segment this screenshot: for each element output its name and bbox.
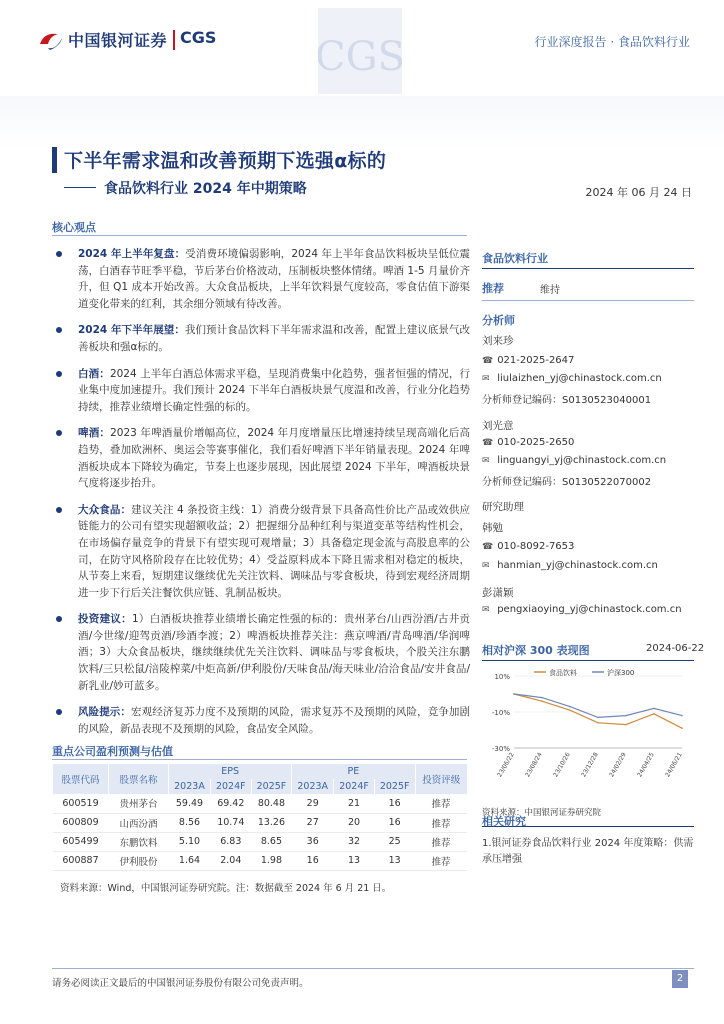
bullet-baijiu: 白酒：2024 上半年白酒总体需求平稳，呈现消费集中化趋势，强者恒强的情况，行业集中度加速提升。我们预计 2024 下半年白酒板块景气度温和改善，行业分化趋势持续，推荐业绩增长确定性强的标的。: [56, 366, 470, 416]
report-date: 2024 年 06 月 24 日: [585, 186, 692, 199]
col-year: 2023A: [169, 779, 211, 794]
rating-label: 推荐: [482, 282, 504, 295]
report-type: 行业深度报告 · 食品饮料行业: [534, 35, 690, 49]
table-row: 605499 东鹏饮料 5.10 6.83 8.65 36 32 25 推荐: [53, 832, 468, 851]
data-point: [681, 715, 683, 717]
y-tick-label: 10%: [494, 673, 510, 681]
relative-performance-chart: [482, 666, 694, 800]
assistant-name: 韩勉: [482, 522, 503, 534]
core-bullets: [56, 246, 470, 747]
brand-logo-icon: [38, 30, 64, 52]
x-tick-label: 24/02/29: [608, 751, 628, 779]
brand-code: CGS: [180, 28, 217, 47]
legend-label: 食品饮料: [549, 669, 577, 677]
bullet-risk: 风险提示：宏观经济复苏力度不及预期的风险，需求复苏不及预期的风险，竞争加剧的风险，新品表现不及预期的风险，食品安全风险。: [56, 704, 470, 737]
bullet-h2-outlook: 2024 年下半年展望：我们预计食品饮料下半年需求温和改善，配置上建议底景气改善板块和强α标的。: [56, 322, 470, 355]
footer-divider: [52, 968, 694, 969]
analyst-cert: 分析师登记编码：S0130523040001: [482, 395, 652, 406]
data-point: [681, 727, 683, 729]
bullet-icon: [56, 709, 62, 715]
mail-icon: ✉: [482, 605, 490, 615]
analyst-cert: 分析师登记编码：S0130522070002: [482, 477, 652, 488]
bullet-investment: 投资建议：1）白酒板块推荐业绩增长确定性强的标的：贵州茅台/山西汾酒/古井贡酒/今世缘/迎驾贡酒/珍酒李渡；2）啤酒板块推荐关注：燕京啤酒/青岛啤酒/华润啤酒；3）大众食品板块，继续继续优先关注饮料、调味品与零食板块，个股关注东鹏饮料/三只松鼠/涪陵榨菜/中炬高新/伊利股份/天味食品/海天味业/洽洽食品/安井食品/新乳业/妙可蓝多。: [56, 611, 470, 694]
divider: [482, 660, 694, 661]
x-tick-label: 24/04/25: [636, 751, 656, 779]
mail-icon: ✉: [482, 561, 490, 571]
y-tick-label: -30%: [491, 745, 510, 753]
chart-source: 资料来源：中国银河证券研究院: [482, 808, 602, 818]
x-tick-label: 23/12/28: [580, 751, 600, 779]
bullet-icon: [56, 251, 62, 257]
assistant-email[interactable]: ✉ pengxiaoying_yj@chinastock.com.cn: [482, 604, 682, 615]
analyst-name: 刘来珍: [482, 335, 514, 347]
page-title: 下半年需求温和改善预期下选强α标的: [64, 150, 387, 172]
brand-name: 中国银河证券: [68, 31, 168, 50]
core-heading: 核心观点: [52, 221, 96, 234]
x-tick-label: 23/06/22: [496, 751, 516, 779]
bullet-icon: [56, 327, 62, 333]
analyst-phone: ☎ 021-2025-2647: [482, 355, 575, 366]
divider: [52, 235, 467, 236]
chart-date: 2024-06-22: [646, 643, 705, 654]
table-row: 600519 贵州茅台 59.49 69.42 80.48 29 21 16 推荐: [53, 794, 468, 813]
rating-value: 维持: [540, 285, 560, 296]
bullet-icon: [56, 507, 62, 513]
data-point: [653, 713, 655, 715]
divider: [52, 759, 467, 760]
related-heading: 相关研究: [482, 815, 526, 828]
bullet-icon: [56, 371, 62, 377]
data-point: [569, 706, 571, 708]
page-number: 2: [672, 970, 688, 988]
data-point: [597, 717, 599, 719]
col-name: 股票名称: [109, 764, 169, 794]
data-point: [541, 697, 543, 699]
assistant-phone: ☎ 010-8092-7653: [482, 541, 575, 552]
page-subtitle: 食品饮料行业 2024 年中期策略: [104, 181, 307, 197]
chart-heading: 相对沪深 300 表现图: [482, 644, 590, 657]
mail-icon: ✉: [482, 456, 490, 466]
analyst-phone: ☎ 010-2025-2650: [482, 437, 575, 448]
bullet-icon: [56, 430, 62, 436]
x-tick-label: 23/10/26: [552, 751, 572, 779]
table-row: 600809 山西汾酒 8.56 10.74 13.26 27 20 16 推荐: [53, 813, 468, 832]
valuation-table: [52, 764, 467, 871]
col-year: 2024F: [210, 779, 251, 794]
series-line: [514, 694, 682, 717]
assistant-name: 彭潇颖: [482, 587, 514, 599]
analyst-email[interactable]: ✉ linguangyi_yj@chinastock.com.cn: [482, 455, 667, 466]
divider: [482, 268, 694, 269]
svg-text:CGS: CGS: [318, 34, 402, 80]
data-point: [569, 709, 571, 711]
related-report[interactable]: 1.银河证券食品饮料行业 2024 年度策略：供需承压增强: [482, 838, 694, 865]
y-tick-label: -10%: [491, 709, 510, 717]
table-title: 重点公司盈利预测与估值: [52, 745, 173, 758]
col-year: 2025F: [251, 779, 292, 794]
table-source: 资料来源：Wind，中国银河证券研究院。注：数据截至 2024 年 6 月 21 日。: [60, 883, 392, 894]
col-pe: PE: [292, 764, 415, 779]
brand-divider: [173, 30, 175, 50]
data-point: [513, 693, 515, 695]
title-band: [0, 96, 724, 148]
data-point: [597, 722, 599, 724]
col-eps: EPS: [169, 764, 292, 779]
col-year: 2023A: [292, 779, 334, 794]
legend-label: 沪深300: [607, 669, 635, 677]
data-point: [625, 724, 627, 726]
data-point: [653, 708, 655, 710]
col-year: 2025F: [374, 779, 415, 794]
bullet-beer: 啤酒：2023 年啤酒量价增幅高位，2024 年月度增量压比增速持续呈现高端化后高趋势，叠加欧洲杯、奥运会等赛事催化，我们看好啤酒下半年销量表现。2024 年啤酒板块成本下降较为确定，节奏上也逐步展现，因此展望 2024 下半年，啤酒板块景气度将逐步抬升。: [56, 425, 470, 491]
col-rating: 投资评级: [415, 764, 467, 794]
cgs-watermark-icon: [318, 8, 402, 94]
col-code: 股票代码: [53, 764, 109, 794]
bullet-h1-review: 2024 年上半年复盘：受消费环境偏弱影响，2024 年上半年食品饮料板块呈低位震荡，白酒春节旺季平稳，节后茅台价格波动，压制板块整体情绪。啤酒 1-5 月量价齐升，但 Q1 成本开始改善。大众食品板块，上半年饮料景气度较高，零食估值下游渠道变化带来的红利，其余细分领域有待改善。: [56, 246, 470, 312]
phone-icon: ☎: [482, 356, 494, 366]
title-accent-bar: [52, 147, 57, 173]
bullet-icon: [56, 616, 62, 622]
data-point: [541, 700, 543, 702]
table-row: 600887 伊利股份 1.64 2.04 1.98 16 13 13 推荐: [53, 851, 468, 870]
phone-icon: ☎: [482, 438, 494, 448]
data-point: [625, 715, 627, 717]
divider: [482, 300, 694, 301]
footer-disclaimer: 请务必阅读正文最后的中国银河证券股份有限公司免责声明。: [52, 978, 309, 989]
mail-icon: ✉: [482, 374, 490, 384]
phone-icon: ☎: [482, 542, 494, 552]
chart-svg: [482, 666, 694, 800]
x-tick-label: 23/08/24: [524, 751, 544, 779]
col-year: 2024F: [334, 779, 375, 794]
analyst-name: 刘光意: [482, 420, 514, 432]
bullet-mass-food: 大众食品：建议关注 4 条投资主线：1）消费分级背景下具备高性价比产品或效供应链能力的公司有望实现超额收益；2）把握细分品种红利与渠道变革等结构性机会，在市场偏存量竞争的背景下有望实现可观增量；3）具备稳定现金流与高股息率的公司，在防守风格阶段存在比较优势；4）受益原料成本下降且需求相对稳定的板块，从节奏上来看，短期建议继续优先关注饮料、调味品与零食板块，待到宏观经济周期进一步下行后关注餐饮供应链、乳制品板块。: [56, 502, 470, 602]
analyst-heading: 分析师: [482, 314, 515, 327]
assistant-heading: 研究助理: [482, 501, 524, 513]
sidebar-sector: 食品饮料行业: [482, 252, 548, 265]
analyst-email[interactable]: ✉ liulaizhen_yj@chinastock.com.cn: [482, 373, 662, 384]
x-tick-label: 24/06/21: [664, 751, 684, 779]
assistant-email[interactable]: ✉ hanmian_yj@chinastock.com.cn: [482, 560, 658, 571]
